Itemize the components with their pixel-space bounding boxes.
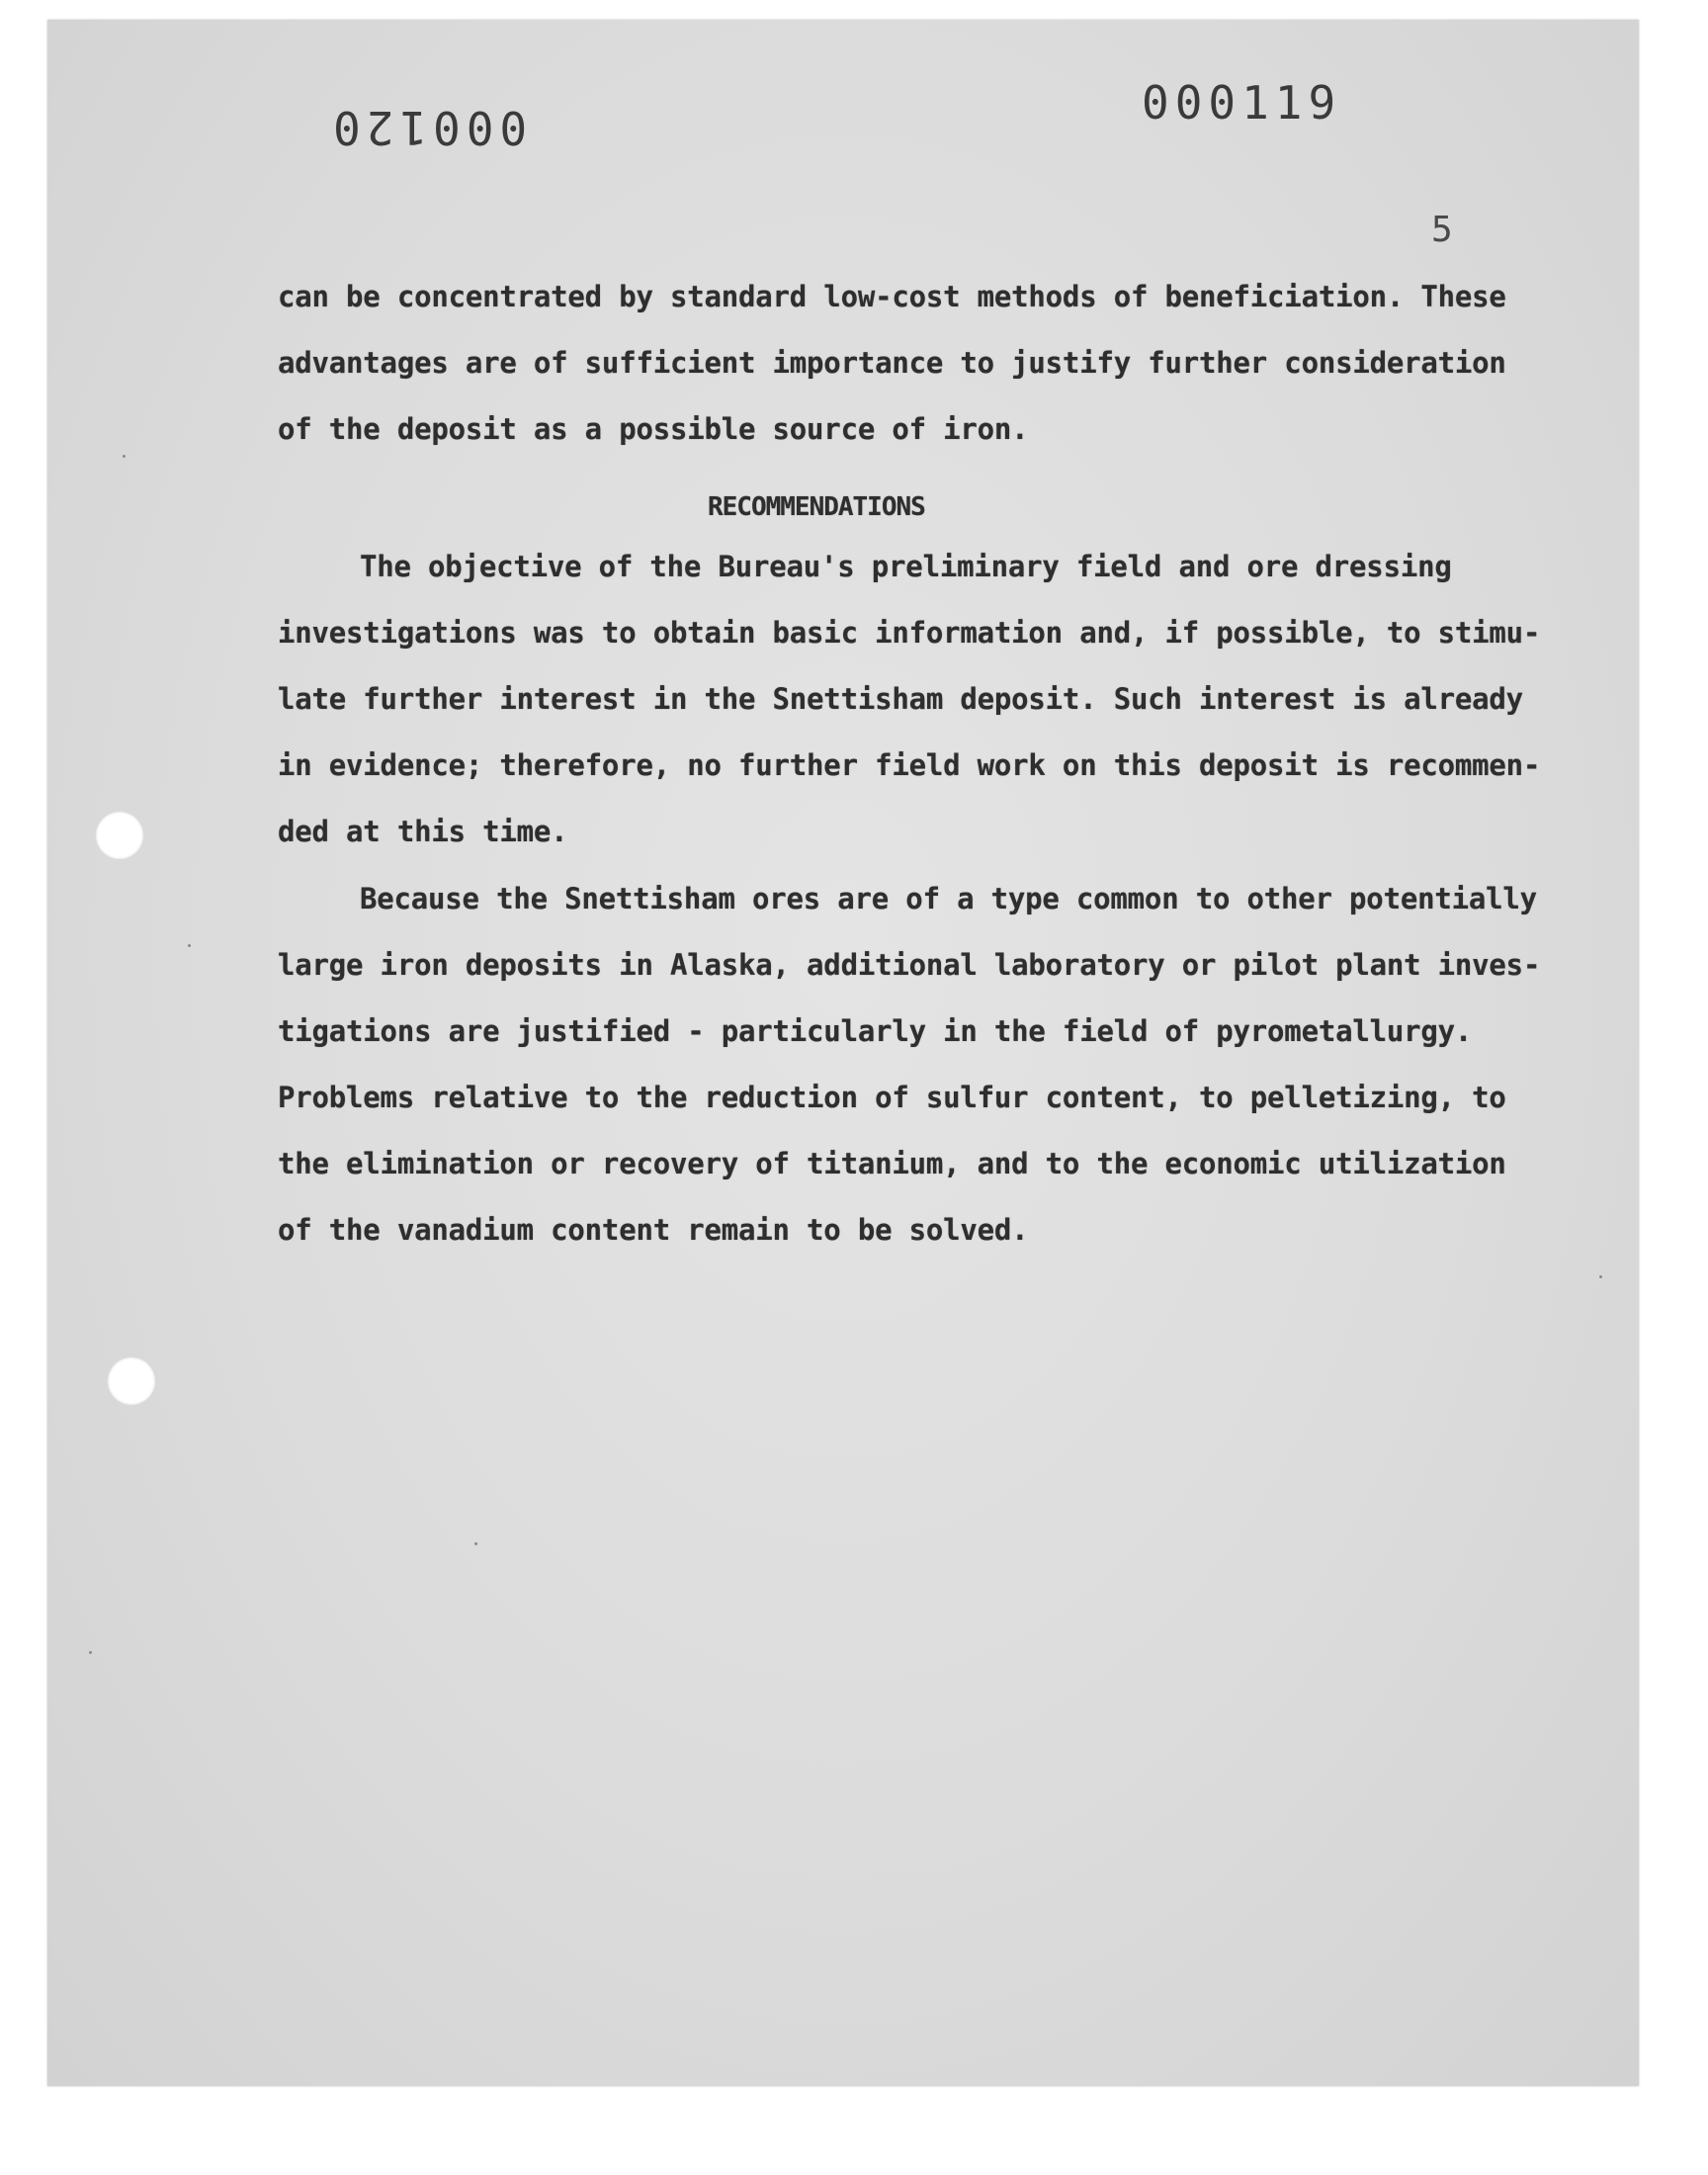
paragraph-line: in evidence; therefore, no further field work on this deposit is recommen- — [278, 748, 1541, 782]
punch-hole — [95, 811, 144, 860]
paragraph-line: can be concentrated by standard low-cost methods of beneficiation. These — [278, 280, 1506, 313]
section-heading: RECOMMENDATIONS — [708, 492, 925, 522]
document-page — [47, 20, 1639, 2086]
scan-speck — [474, 1542, 477, 1545]
paragraph-line: large iron deposits in Alaska, additional laboratory or pilot plant inves- — [278, 948, 1541, 982]
paragraph-line: Problems relative to the reduction of sulfur content, to pelletizing, to — [278, 1081, 1506, 1114]
scan-speck — [1599, 1275, 1602, 1278]
paragraph-line: Because the Snettisham ores are of a type common to other potentially — [360, 882, 1537, 915]
punch-hole — [107, 1356, 156, 1406]
paragraph-line: advantages are of sufficient importance to justify further consideration — [278, 346, 1506, 380]
paragraph-line: of the vanadium content remain to be solved. — [278, 1213, 1029, 1247]
paragraph-line: late further interest in the Snettisham deposit. Such interest is already — [278, 682, 1523, 716]
stamp-number-inverted: 000120 — [327, 101, 528, 154]
paragraph-line: the elimination or recovery of titanium, and to the economic utilization — [278, 1147, 1506, 1180]
paragraph-line: of the deposit as a possible source of iron. — [278, 412, 1029, 446]
scan-speck — [123, 455, 126, 458]
scan-speck — [188, 944, 191, 947]
paragraph-line: investigations was to obtain basic information and, if possible, to stimu- — [278, 616, 1541, 650]
page-number: 5 — [1431, 210, 1453, 250]
paragraph-line: ded at this time. — [278, 815, 568, 848]
stamp-number: 000119 — [1142, 76, 1342, 130]
scan-speck — [89, 1651, 92, 1654]
paragraph-line: tigations are justified - particularly in the field of pyrometallurgy. — [278, 1014, 1473, 1048]
paragraph-line: The objective of the Bureau's preliminary field and ore dressing — [360, 550, 1452, 583]
